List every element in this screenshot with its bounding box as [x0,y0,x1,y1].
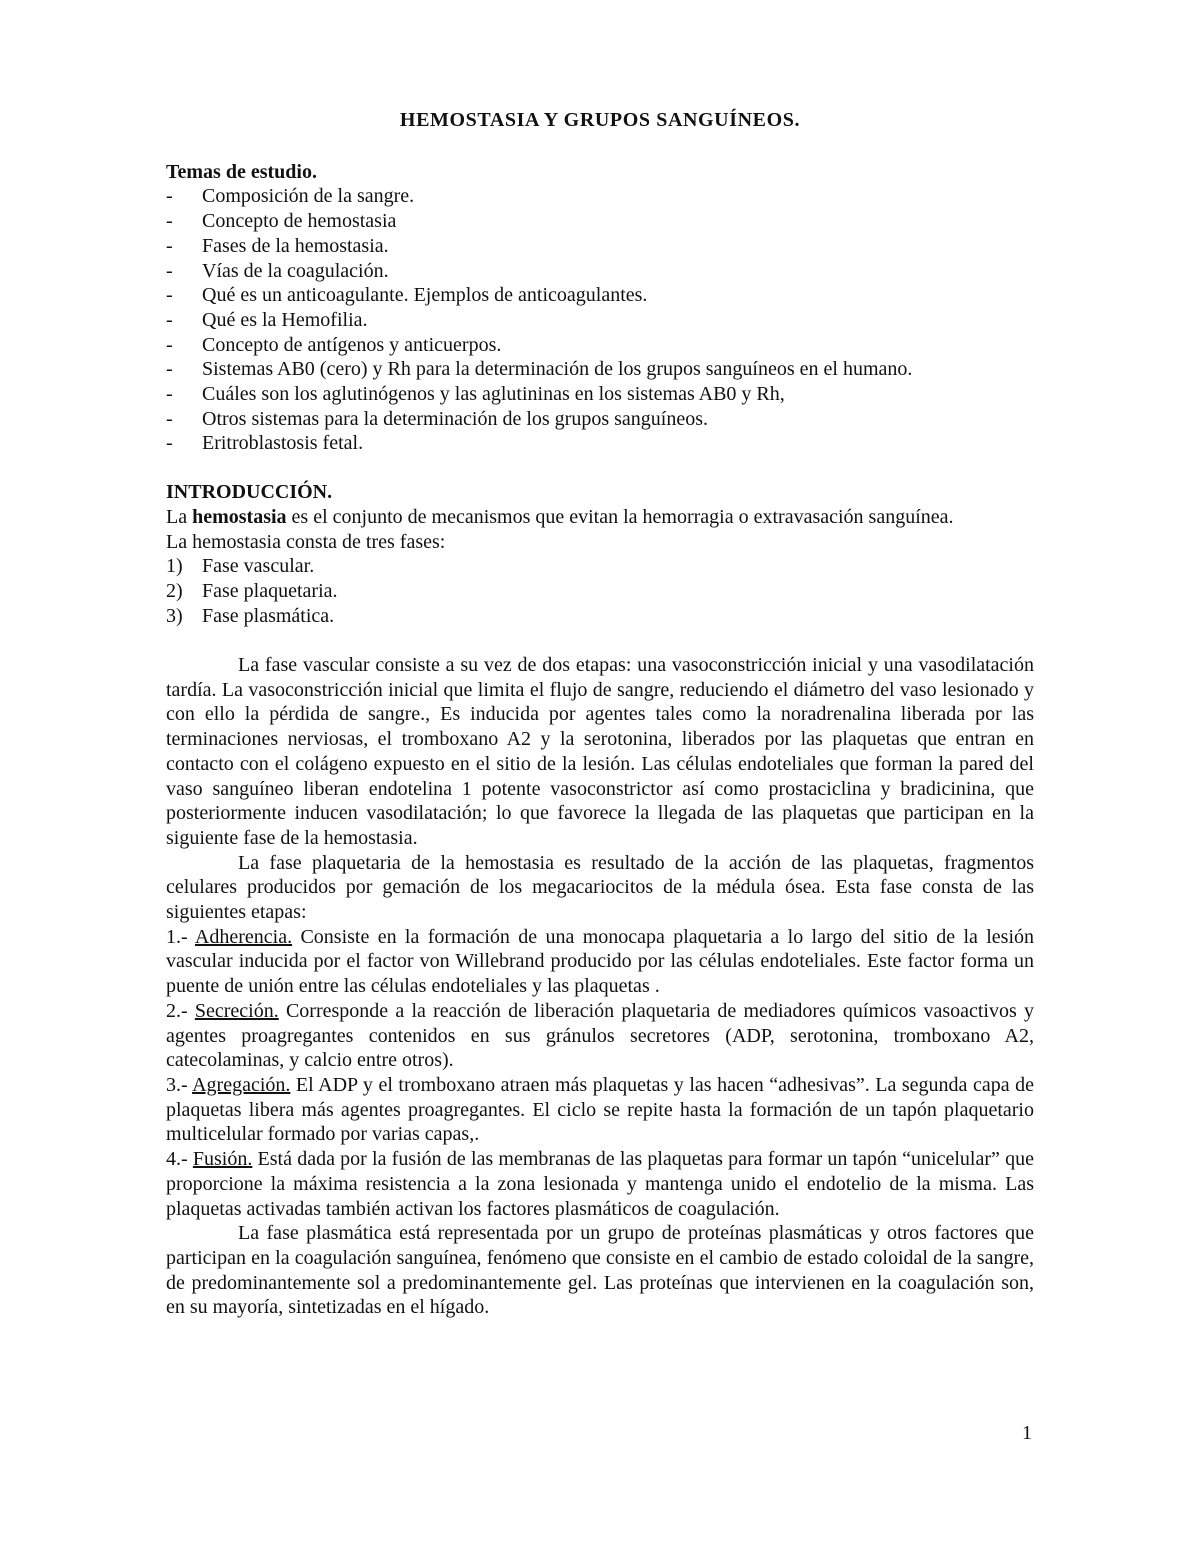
stage-secretion: 2.- Secreción. Corresponde a la reacción de liberación plaquetaria de mediadores químicos vasoactivos y agentes proagregantes contenidos en sus gránulos secretores (ADP, serotonina, tromboxano A2, catecolaminas, y calcio entre otros). [166,999,1034,1072]
stage-adherence: 1.- Adherencia. Consiste en la formación de una monocapa plaquetaria a lo largo del sitio de la lesión vascular inducida por el factor von Willebrand producido por las células endoteliales. Este factor forma un puente de unión entre las células endoteliales y las plaquetas . [166,925,1035,998]
document-title: HEMOSTASIA Y GRUPOS SANGUÍNEOS. [399,109,801,131]
list-item: - Sistemas AB0 (cero) y Rh para la determinación de los grupos sanguíneos en el humano. [166,358,913,381]
list-dash: - [166,407,173,430]
stage-fusion: 4.- Fusión. Está dada por la fusión de las membranas de las plaquetas para formar un tapón “unicelular” que proporcione la máxima resistencia a la zona lesionada y mantenga unido el endotelio de la misma. Las plaquetas activadas también activan los factores plasmáticos de coagulación. [166,1148,1034,1220]
topics-heading: Temas de estudio. [166,160,317,183]
platelet-phase-paragraph: La fase plaquetaria de la hemostasia es resultado de la acción de las plaquetas, fragmentos celulares producidos por gemación de los megacariocitos de la médula ósea. Esta fase consta de las siguientes etapas: [166,851,1034,924]
page-number: 1 [1022,1422,1032,1444]
list-dash: - [166,234,173,257]
list-item: - Eritroblastosis fetal. [166,432,364,455]
list-item: - Concepto de antígenos y anticuerpos. [166,333,502,356]
phases-list [166,554,1034,628]
intro-heading: INTRODUCCIÓN. [166,481,333,504]
list-dash: - [166,432,173,455]
document-page [166,108,1034,1320]
topics-list [166,184,1034,456]
list-item: - Qué es un anticoagulante. Ejemplos de anticoagulantes. [166,284,648,307]
list-item: - Fases de la hemostasia. [166,234,389,257]
list-item: 3) Fase plasmática. [166,604,335,627]
phases-lead: La hemostasia consta de tres fases: [166,530,446,553]
list-dash: - [166,185,173,208]
list-dash: - [166,259,173,282]
list-dash: - [166,210,173,233]
stage-term: Secreción. [194,999,279,1022]
list-dash: - [166,358,173,381]
stage-aggregation: 3.- Agregación. El ADP y el tromboxano atraen más plaquetas y las hacen “adhesivas”. La segunda capa de plaquetas libera más agentes proagregantes. El ciclo se repite hasta la formación de un tapón plaquetario multicelular formado por varias capas,. [166,1074,1034,1146]
list-item: - Otros sistemas para la determinación de los grupos sanguíneos. [166,407,708,430]
list-item: - Qué es la Hemofilia. [166,308,368,331]
blank-line [166,628,1034,653]
plasma-phase-paragraph: La fase plasmática está representada por un grupo de proteínas plasmáticas y otros factores que participan en la coagulación sanguínea, fenómeno que consiste en el cambio de estado coloidal de la sangre, de predominantemente sol a predominantemente gel. Las proteínas que intervienen en la coagulación son, en su mayoría, sintetizadas en el hígado. [166,1222,1034,1319]
list-number: 2) [166,579,183,602]
list-item: - Vías de la coagulación. [166,259,389,282]
list-item: 2) Fase plaquetaria. [166,579,338,602]
stage-term: Adherencia. [194,925,293,948]
list-dash: - [166,383,173,406]
stage-term: Agregación. [192,1074,291,1096]
list-number: 1) [166,555,183,578]
list-item: - Concepto de hemostasia [166,210,397,233]
list-dash: - [166,333,173,356]
hemostasis-definition: La hemostasia es el conjunto de mecanismos que evitan la hemorragia o extravasación sanguínea. [166,505,954,528]
list-item: 1) Fase vascular. [166,555,315,578]
stage-term: Fusión. [192,1148,253,1171]
list-dash: - [166,308,173,331]
defined-term: hemostasia [192,505,287,528]
list-number: 3) [166,604,183,627]
list-item: - Cuáles son los aglutinógenos y las aglutininas en los sistemas AB0 y Rh, [166,383,785,406]
list-dash: - [166,284,173,307]
list-item: - Composición de la sangre. [166,185,415,208]
vascular-phase-paragraph: La fase vascular consiste a su vez de dos etapas: una vasoconstricción inicial y una vasodilatación tardía. La vasoconstricción inicial que limita el flujo de sangre, reduciendo el diámetro del vaso lesionado y con ello la pérdida de sangre., Es inducida por agentes tales como la noradrenalina liberada por las terminaciones nerviosas, el tromboxano A2 y la serotonina, liberados por las plaquetas que entran en contacto con el colágeno expuesto en el sitio de la lesión. Las células endoteliales que forman la pared del vaso sanguíneo liberan endotelina 1 potente vasoconstrictor así como prostaciclina y bradicinina, que posteriormente inducen vasodilatación; lo que favorece la llegada de las plaquetas que participan en la siguiente fase de la hemostasia. [166,654,1034,849]
